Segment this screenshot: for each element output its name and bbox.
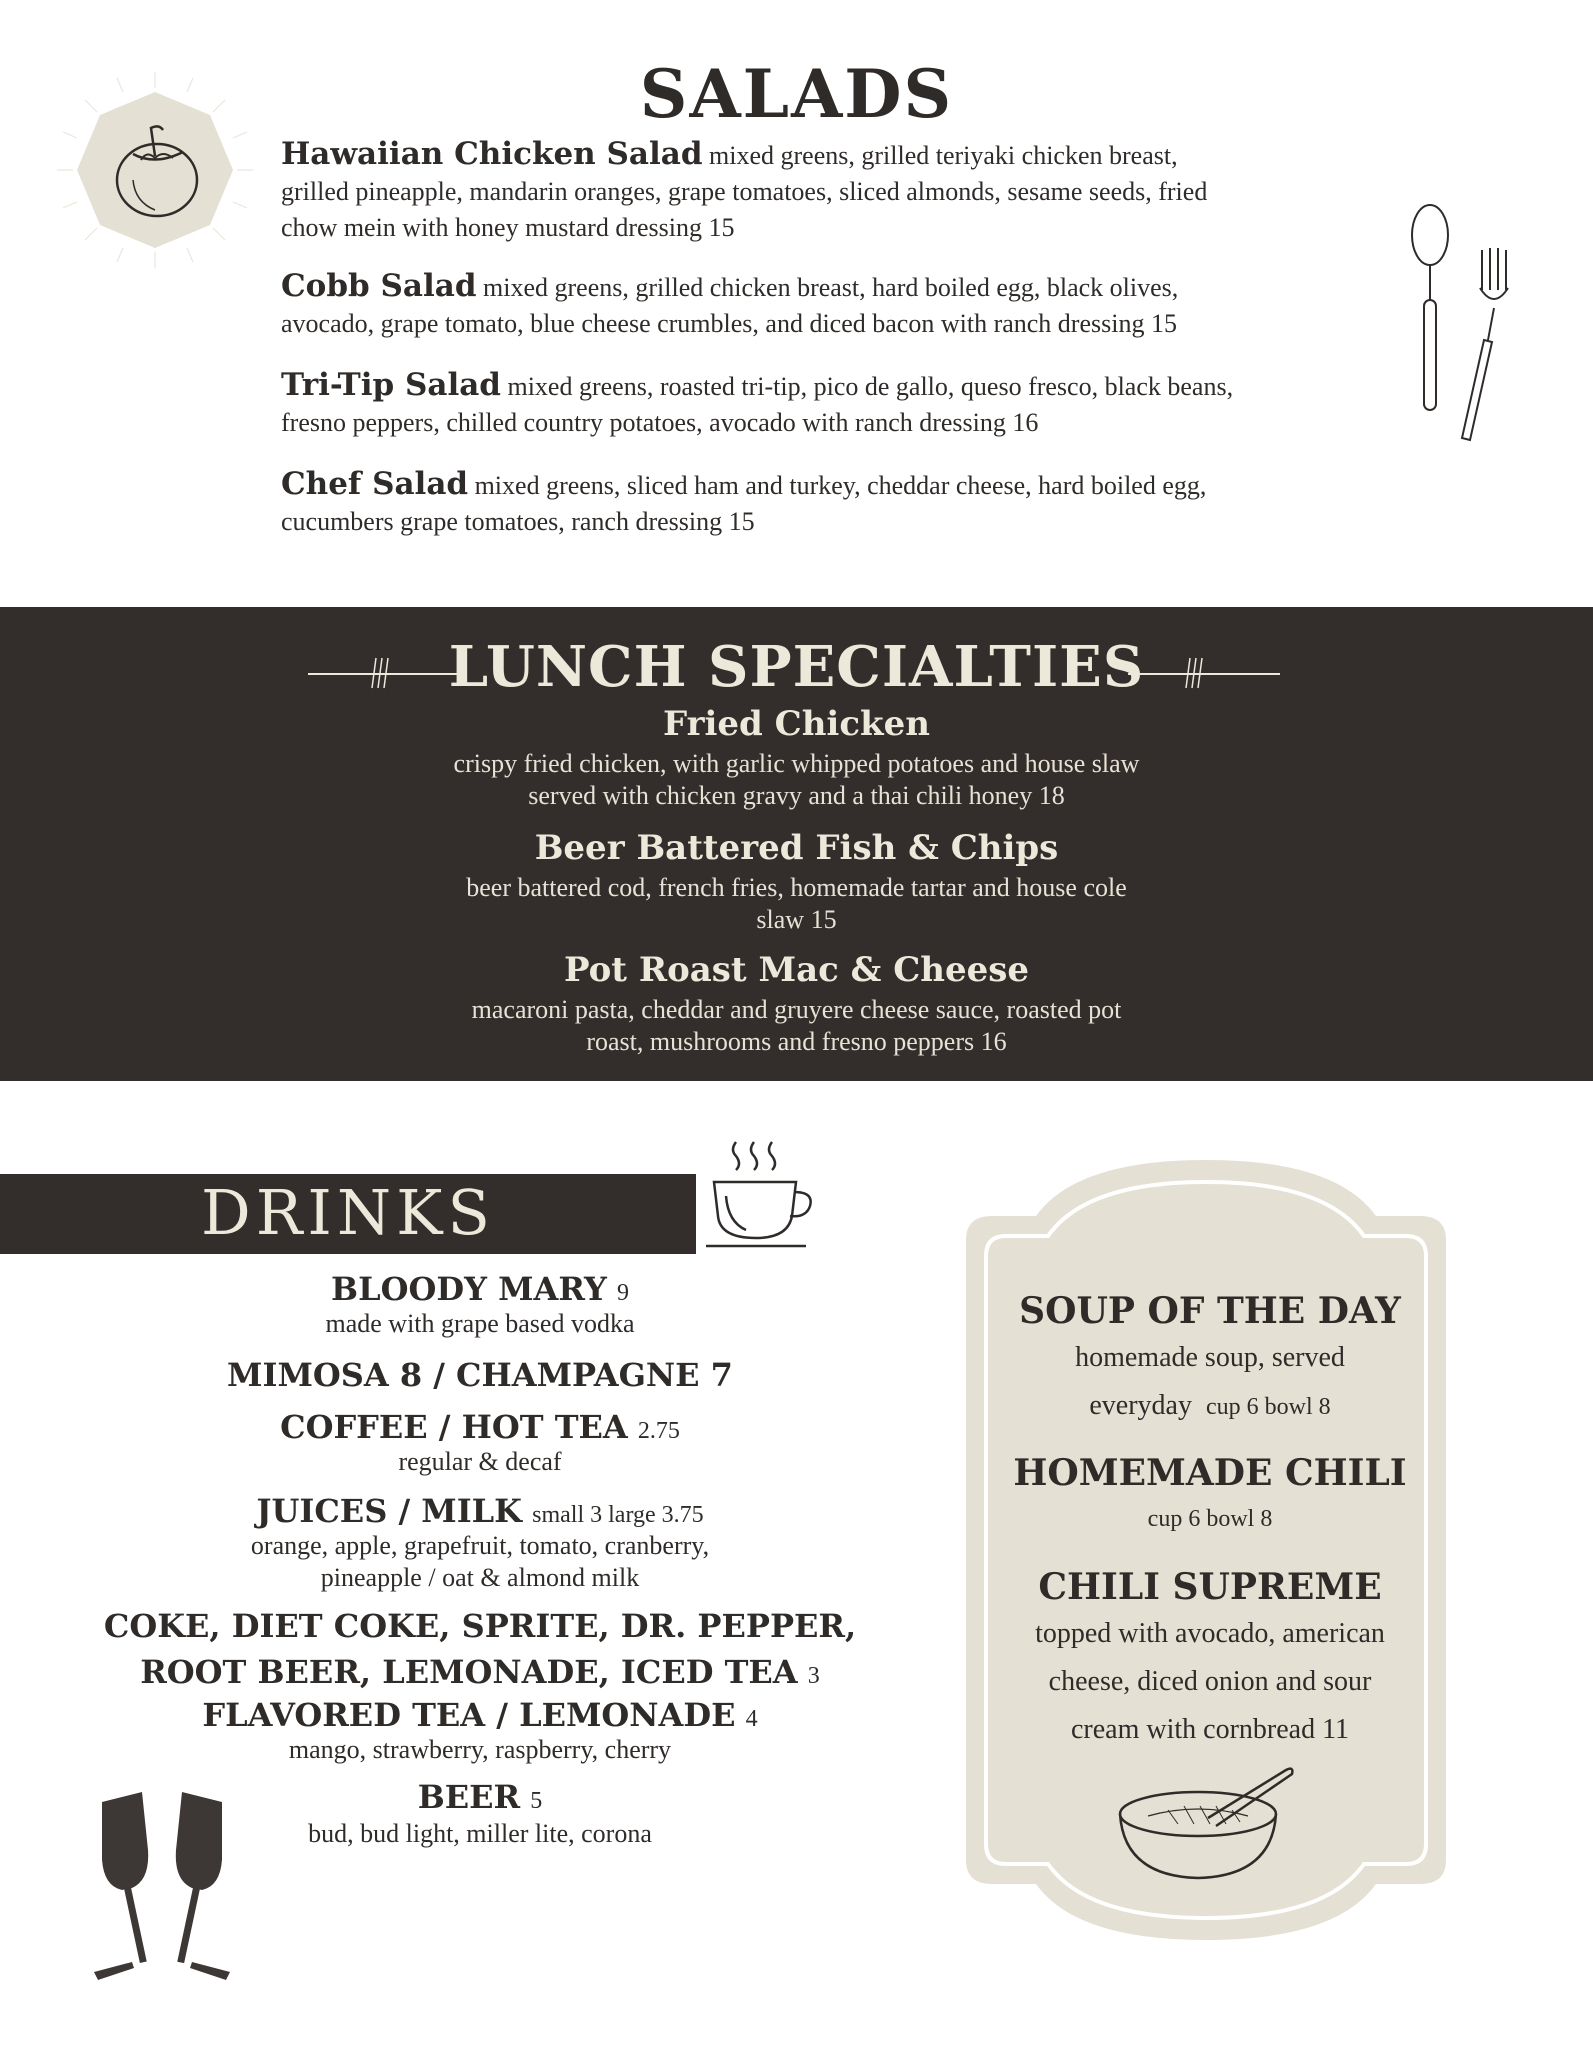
drink-desc: made with grape based vodka — [325, 1309, 635, 1338]
salad-desc: avocado, grape tomato, blue cheese crumbles, and diced bacon with ranch dressing 15 — [281, 309, 1177, 338]
drink-name: JUICES / MILK — [256, 1492, 522, 1530]
salad-name: Chef Salad — [281, 466, 469, 502]
soup-bowl-icon — [1108, 1766, 1304, 1890]
salad-desc: chow mein with honey mustard dressing 15 — [281, 213, 735, 242]
soup-desc-line: everyday — [1089, 1390, 1192, 1421]
salad-chef — [281, 466, 1381, 540]
salad-hawaiian — [281, 136, 1381, 246]
salad-name: Hawaiian Chicken Salad — [281, 136, 703, 172]
lunch-desc-line: crispy fried chicken, with garlic whipped potatoes and house slaw — [453, 749, 1140, 778]
chili-supreme-name: CHILI SUPREME — [1038, 1566, 1382, 1608]
drink-price: 4 — [745, 1706, 758, 1732]
salad-desc: cucumbers grape tomatoes, ranch dressing 15 — [281, 507, 755, 536]
lunch-item-name: Beer Battered Fish & Chips — [534, 828, 1059, 868]
drink-price: small 3 large 3.75 — [532, 1502, 704, 1528]
soup-desc-line: topped with avocado, american — [1035, 1618, 1385, 1649]
drinks-title: DRINKS — [201, 1176, 495, 1249]
salad-name: Cobb Salad — [281, 268, 477, 304]
lunch-desc-line: macaroni pasta, cheddar and gruyere cheese sauce, roasted pot — [471, 995, 1122, 1024]
drink-desc: mango, strawberry, raspberry, cherry — [288, 1735, 672, 1764]
drink-name: MIMOSA 8 / CHAMPAGNE 7 — [227, 1356, 733, 1394]
drink-name: BLOODY MARY — [331, 1270, 607, 1308]
salad-name: Tri-Tip Salad — [281, 367, 501, 403]
drink-mimosa — [0, 1356, 960, 1394]
soup-desc-line: homemade soup, served — [1075, 1342, 1345, 1373]
drink-price: 5 — [530, 1788, 543, 1814]
coffee-cup-icon — [706, 1138, 816, 1250]
drink-desc-line: pineapple / oat & almond milk — [320, 1563, 640, 1592]
drink-name: ROOT BEER, LEMONADE, ICED TEA — [140, 1653, 798, 1691]
soup-of-the-day-desc — [940, 1334, 1480, 1431]
salads-title: SALADS — [639, 55, 954, 133]
lunch-title: LUNCH SPECIALTIES — [448, 634, 1145, 700]
drink-price: 2.75 — [637, 1418, 680, 1444]
tomato-icon — [55, 70, 255, 270]
drink-bloody-mary — [0, 1270, 960, 1308]
salad-cobb — [281, 268, 1381, 342]
drink-desc: bud, bud light, miller lite, corona — [308, 1819, 652, 1848]
salad-desc: mixed greens, sliced ham and turkey, cheddar cheese, hard boiled egg, — [468, 471, 1207, 500]
drink-flavored-tea — [0, 1696, 960, 1734]
drink-price: 3 — [807, 1663, 820, 1689]
soup-desc-line: cheese, diced onion and sour — [1048, 1666, 1372, 1697]
drink-desc-line: orange, apple, grapefruit, tomato, cranberry, — [250, 1531, 710, 1560]
soup-desc-line: cream with cornbread 11 — [1070, 1714, 1350, 1745]
soup-of-the-day-name: SOUP OF THE DAY — [1019, 1290, 1401, 1332]
lunch-item-name: Fried Chicken — [663, 704, 930, 744]
lunch-item-desc — [396, 994, 1197, 1058]
homemade-chili-name: HOMEMADE CHILI — [1013, 1452, 1407, 1494]
drink-name: FLAVORED TEA / LEMONADE — [202, 1696, 736, 1734]
lunch-item-desc — [396, 872, 1197, 936]
drink-coffee — [0, 1408, 960, 1446]
lunch-item-desc — [396, 748, 1197, 812]
salad-tri-tip — [281, 367, 1381, 441]
drink-sodas — [0, 1606, 960, 1698]
drink-name: COKE, DIET COKE, SPRITE, DR. PEPPER, — [103, 1607, 857, 1645]
soup-price: cup 6 bowl 8 — [1205, 1394, 1331, 1420]
champagne-glasses-icon — [72, 1790, 252, 1990]
lunch-desc-line: beer battered cod, french fries, homemade tartar and house cole — [466, 873, 1127, 902]
drink-price: 9 — [616, 1280, 629, 1306]
lunch-item-name: Pot Roast Mac & Cheese — [563, 950, 1030, 990]
drink-name: COFFEE / HOT TEA — [280, 1408, 628, 1446]
drink-desc — [0, 1530, 960, 1594]
spoon-fork-icon — [1400, 200, 1520, 450]
salad-desc: grilled pineapple, mandarin oranges, grape tomatoes, sliced almonds, sesame seeds, fried — [281, 177, 1208, 206]
salad-desc: mixed greens, roasted tri-tip, pico de gallo, queso fresco, black beans, — [500, 372, 1234, 401]
salad-desc: mixed greens, grilled chicken breast, hard boiled egg, black olives, — [476, 273, 1179, 302]
homemade-chili-price: cup 6 bowl 8 — [1147, 1506, 1273, 1532]
salad-desc: fresno peppers, chilled country potatoes, avocado with ranch dressing 16 — [281, 408, 1039, 437]
chili-supreme-desc — [940, 1610, 1480, 1754]
drink-desc: regular & decaf — [398, 1447, 562, 1476]
lunch-desc-line: slaw 15 — [756, 905, 837, 934]
drink-juices — [0, 1492, 960, 1530]
lunch-desc-line: served with chicken gravy and a thai chili honey 18 — [528, 781, 1065, 810]
lunch-desc-line: roast, mushrooms and fresno peppers 16 — [586, 1027, 1007, 1056]
salad-desc: mixed greens, grilled teriyaki chicken breast, — [702, 141, 1178, 170]
drink-name: BEER — [417, 1778, 521, 1816]
